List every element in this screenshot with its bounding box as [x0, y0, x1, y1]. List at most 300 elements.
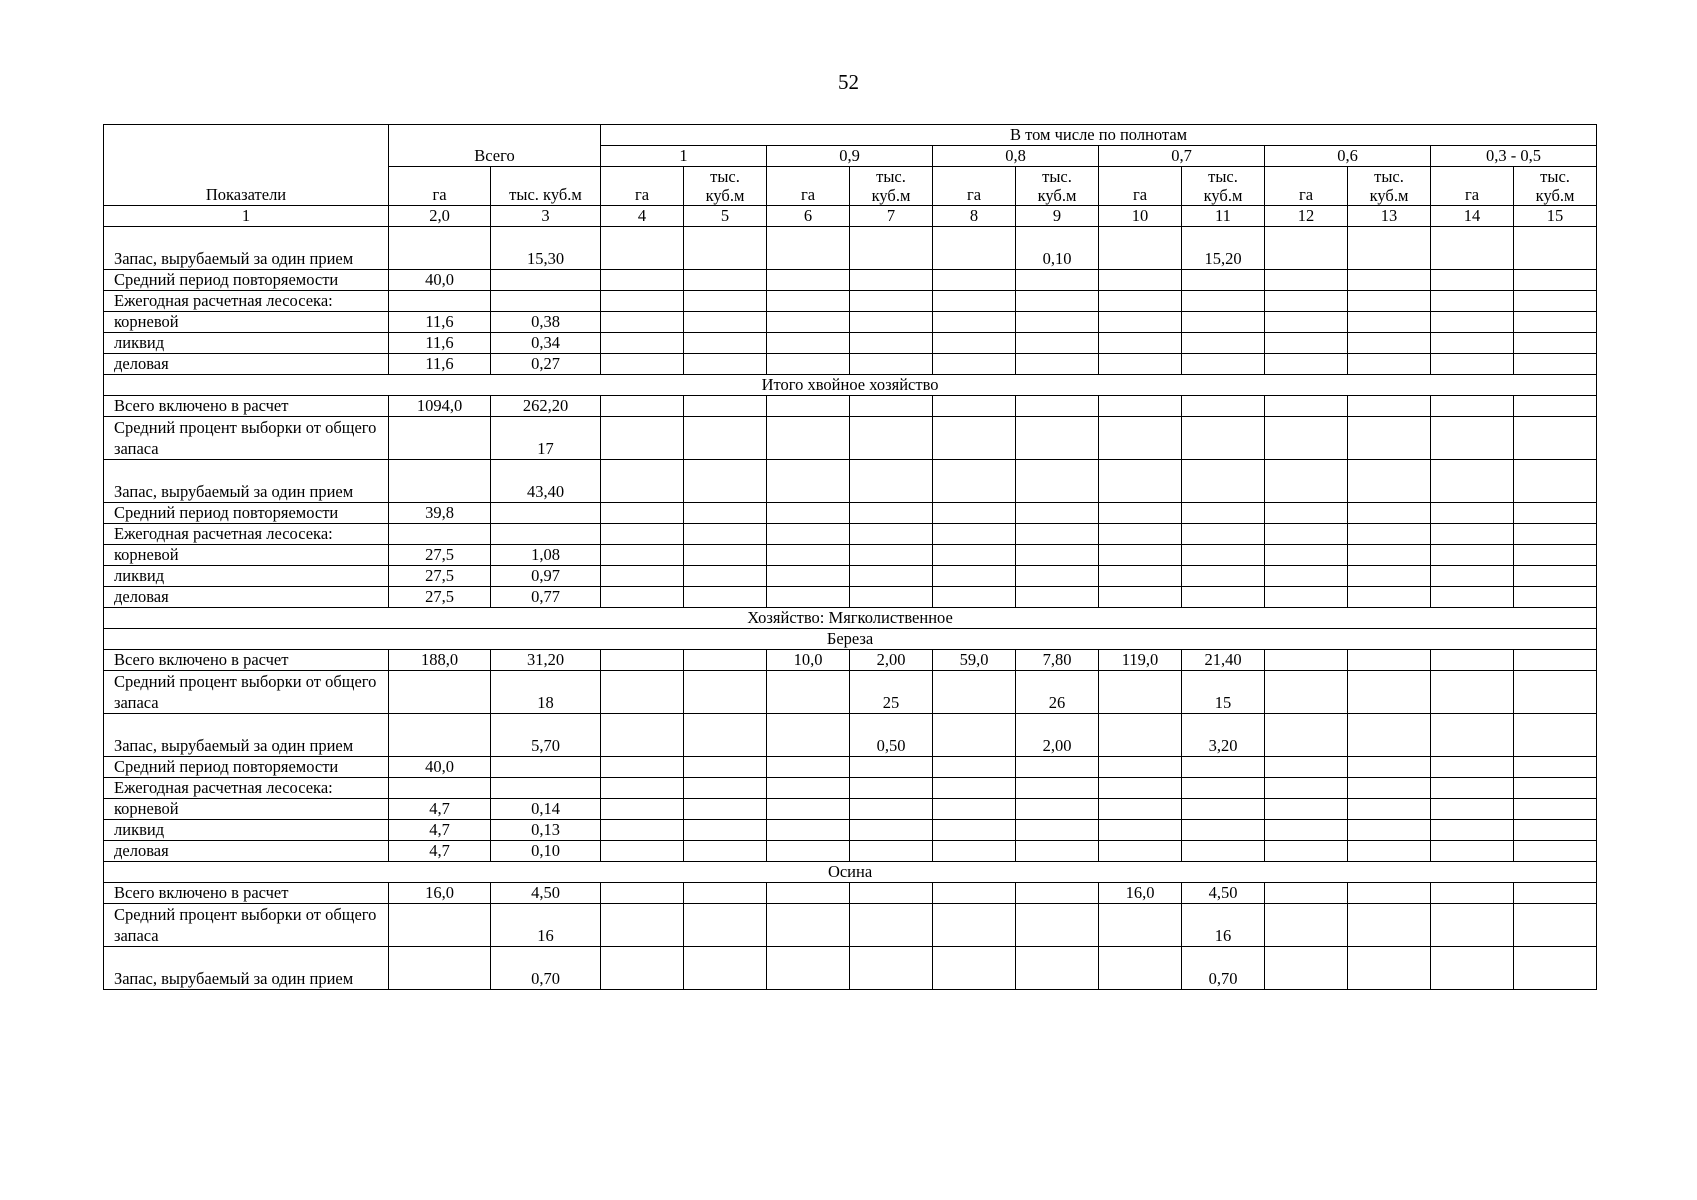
table-cell: [1182, 566, 1265, 587]
row-label: Запас, вырубаемый за один прием: [104, 227, 389, 270]
table-cell: [1431, 524, 1514, 545]
unit-ha-header: га: [767, 167, 850, 206]
by-density-header: В том числе по полнотам: [601, 125, 1597, 146]
table-cell: 1,08: [491, 545, 601, 566]
table-cell: [684, 524, 767, 545]
table-cell: 40,0: [389, 270, 491, 291]
row-label: деловая: [104, 587, 389, 608]
table-row: [104, 270, 1597, 291]
table-cell: [933, 291, 1016, 312]
table-cell: [684, 503, 767, 524]
column-number: 9: [1016, 206, 1099, 227]
table-cell: [1348, 566, 1431, 587]
table-cell: [1099, 417, 1182, 460]
table-cell: [1016, 312, 1099, 333]
column-number: 6: [767, 206, 850, 227]
unit-ha-header: га: [1265, 167, 1348, 206]
table-cell: [1016, 524, 1099, 545]
density-header: 1: [601, 146, 767, 167]
table-cell: [850, 227, 933, 270]
table-cell: [1514, 947, 1597, 990]
table-cell: [1348, 460, 1431, 503]
table-cell: [389, 524, 491, 545]
table-cell: [1348, 841, 1431, 862]
density-header: 0,3 - 0,5: [1431, 146, 1597, 167]
row-label: Средний процент выборки от общего запаса: [104, 904, 389, 947]
table-cell: [1348, 270, 1431, 291]
table-cell: [767, 778, 850, 799]
table-cell: [389, 714, 491, 757]
table-cell: [1182, 587, 1265, 608]
density-header: 0,9: [767, 146, 933, 167]
table-cell: [1265, 270, 1348, 291]
table-cell: [1099, 460, 1182, 503]
table-cell: [601, 650, 684, 671]
table-cell: [389, 291, 491, 312]
table-cell: [1182, 841, 1265, 862]
table-cell: [767, 671, 850, 714]
table-cell: 4,7: [389, 799, 491, 820]
table-cell: [850, 566, 933, 587]
unit-volume-header: тыс. куб.м: [491, 167, 601, 206]
row-label: деловая: [104, 354, 389, 375]
unit-volume-header: тыс. куб.м: [850, 167, 933, 206]
column-number: 14: [1431, 206, 1514, 227]
table-cell: [1514, 417, 1597, 460]
table-cell: [1016, 503, 1099, 524]
table-cell: [1514, 799, 1597, 820]
table-cell: [1348, 354, 1431, 375]
table-cell: [1265, 799, 1348, 820]
table-cell: [850, 524, 933, 545]
table-cell: [601, 904, 684, 947]
table-cell: [767, 799, 850, 820]
table-cell: [1265, 947, 1348, 990]
table-cell: [1099, 904, 1182, 947]
table-cell: [1265, 671, 1348, 714]
table-cell: [1431, 312, 1514, 333]
table-cell: 0,97: [491, 566, 601, 587]
row-label: Всего включено в расчет: [104, 883, 389, 904]
table-cell: [1514, 545, 1597, 566]
column-number: 4: [601, 206, 684, 227]
table-cell: [1182, 417, 1265, 460]
table-cell: [1514, 503, 1597, 524]
column-number: 8: [933, 206, 1016, 227]
table-cell: 43,40: [491, 460, 601, 503]
table-cell: [1431, 947, 1514, 990]
table-cell: [601, 312, 684, 333]
table-cell: 11,6: [389, 333, 491, 354]
table-cell: [1099, 714, 1182, 757]
table-cell: [933, 757, 1016, 778]
table-cell: [491, 270, 601, 291]
table-cell: 0,27: [491, 354, 601, 375]
table-cell: [1348, 503, 1431, 524]
table-cell: [1099, 524, 1182, 545]
table-cell: [601, 227, 684, 270]
column-number: 1: [104, 206, 389, 227]
table-cell: [850, 587, 933, 608]
table-cell: [1265, 566, 1348, 587]
table-cell: [684, 227, 767, 270]
table-cell: [933, 947, 1016, 990]
table-cell: [933, 270, 1016, 291]
table-cell: 39,8: [389, 503, 491, 524]
table-cell: [601, 396, 684, 417]
table-cell: [684, 587, 767, 608]
table-cell: [767, 291, 850, 312]
table-cell: [850, 904, 933, 947]
table-cell: [933, 460, 1016, 503]
table-cell: [767, 587, 850, 608]
table-cell: [1431, 650, 1514, 671]
table-cell: [1514, 354, 1597, 375]
table-cell: [933, 312, 1016, 333]
table-cell: 3,20: [1182, 714, 1265, 757]
table-cell: [1265, 396, 1348, 417]
table-cell: [1182, 778, 1265, 799]
table-cell: 15,20: [1182, 227, 1265, 270]
table-cell: [389, 904, 491, 947]
table-cell: [767, 904, 850, 947]
table-cell: [850, 417, 933, 460]
table-cell: [1348, 820, 1431, 841]
table-cell: [1348, 312, 1431, 333]
unit-volume-header: тыс. куб.м: [1016, 167, 1099, 206]
table-cell: 0,77: [491, 587, 601, 608]
table-cell: [850, 396, 933, 417]
table-cell: [684, 757, 767, 778]
table-cell: 0,70: [491, 947, 601, 990]
table-cell: [1431, 820, 1514, 841]
table-cell: [1182, 820, 1265, 841]
table-cell: [1431, 270, 1514, 291]
table-cell: [1265, 883, 1348, 904]
table-cell: [767, 820, 850, 841]
row-label: Запас, вырубаемый за один прием: [104, 947, 389, 990]
table-cell: [1514, 291, 1597, 312]
table-cell: [684, 820, 767, 841]
column-number: 12: [1265, 206, 1348, 227]
table-row: [104, 947, 1597, 990]
row-label: ликвид: [104, 566, 389, 587]
table-cell: [1265, 545, 1348, 566]
table-cell: [389, 947, 491, 990]
table-cell: [1182, 545, 1265, 566]
table-cell: [933, 503, 1016, 524]
table-cell: [1016, 904, 1099, 947]
table-cell: [1016, 587, 1099, 608]
table-row: [104, 883, 1597, 904]
table-cell: 26: [1016, 671, 1099, 714]
table-cell: [389, 778, 491, 799]
table-cell: [1182, 291, 1265, 312]
row-label: деловая: [104, 841, 389, 862]
row-label: Запас, вырубаемый за один прием: [104, 714, 389, 757]
table-cell: 0,10: [1016, 227, 1099, 270]
table-cell: [933, 883, 1016, 904]
table-cell: [1099, 757, 1182, 778]
table-cell: 5,70: [491, 714, 601, 757]
table-cell: [389, 227, 491, 270]
table-cell: [1348, 524, 1431, 545]
table-cell: [1182, 354, 1265, 375]
table-row: [104, 503, 1597, 524]
table-cell: [1265, 714, 1348, 757]
table-cell: [850, 841, 933, 862]
table-cell: [1348, 671, 1431, 714]
table-cell: [933, 671, 1016, 714]
table-cell: 25: [850, 671, 933, 714]
table-cell: 16: [491, 904, 601, 947]
density-header: 0,8: [933, 146, 1099, 167]
table-cell: 27,5: [389, 545, 491, 566]
unit-ha-header: га: [389, 167, 491, 206]
table-row: [104, 671, 1597, 714]
density-header: 0,7: [1099, 146, 1265, 167]
section-heading: Осина: [104, 862, 1597, 883]
table-cell: [1431, 904, 1514, 947]
table-cell: [1431, 333, 1514, 354]
table-cell: [684, 778, 767, 799]
table-cell: 16: [1182, 904, 1265, 947]
table-cell: [1514, 841, 1597, 862]
table-cell: [684, 799, 767, 820]
table-cell: [601, 566, 684, 587]
table-cell: [1016, 396, 1099, 417]
table-cell: [1348, 947, 1431, 990]
table-cell: [684, 545, 767, 566]
table-cell: [1431, 714, 1514, 757]
table-row: [104, 714, 1597, 757]
table-cell: [684, 671, 767, 714]
table-cell: [1265, 227, 1348, 270]
table-cell: [1265, 650, 1348, 671]
table-cell: [767, 566, 850, 587]
table-cell: 2,00: [850, 650, 933, 671]
table-cell: 16,0: [1099, 883, 1182, 904]
row-label: корневой: [104, 312, 389, 333]
table-row: [104, 757, 1597, 778]
density-header: 0,6: [1265, 146, 1431, 167]
table-cell: [1348, 714, 1431, 757]
table-cell: [684, 291, 767, 312]
table-cell: [1348, 799, 1431, 820]
column-number: 2,0: [389, 206, 491, 227]
section-heading: Хозяйство: Мягколиственное: [104, 608, 1597, 629]
table-cell: [1514, 270, 1597, 291]
table-row: [104, 545, 1597, 566]
table-cell: [933, 799, 1016, 820]
table-cell: [601, 354, 684, 375]
table-cell: [1514, 312, 1597, 333]
table-cell: [767, 227, 850, 270]
table-cell: [1348, 757, 1431, 778]
table-cell: 1094,0: [389, 396, 491, 417]
table-cell: [1431, 354, 1514, 375]
table-cell: 0,13: [491, 820, 601, 841]
table-cell: [933, 524, 1016, 545]
table-cell: [601, 947, 684, 990]
table-cell: [684, 714, 767, 757]
table-cell: [1265, 503, 1348, 524]
table-cell: [850, 757, 933, 778]
table-cell: [1016, 333, 1099, 354]
row-label: Средний период повторяемости: [104, 270, 389, 291]
table-cell: [767, 312, 850, 333]
table-cell: [1182, 524, 1265, 545]
table-cell: [684, 270, 767, 291]
column-number-row: [104, 206, 1597, 227]
section-heading: Береза: [104, 629, 1597, 650]
table-cell: 4,50: [491, 883, 601, 904]
table-row: [104, 904, 1597, 947]
table-cell: [1265, 524, 1348, 545]
table-cell: [1514, 524, 1597, 545]
table-cell: [1265, 757, 1348, 778]
unit-ha-header: га: [1099, 167, 1182, 206]
table-cell: [767, 714, 850, 757]
table-cell: [1348, 291, 1431, 312]
table-cell: [1431, 396, 1514, 417]
table-cell: [1514, 904, 1597, 947]
table-cell: 2,00: [1016, 714, 1099, 757]
table-cell: [1514, 566, 1597, 587]
table-cell: [1514, 671, 1597, 714]
table-row: [104, 778, 1597, 799]
table-cell: [1265, 354, 1348, 375]
row-label: Ежегодная расчетная лесосека:: [104, 778, 389, 799]
table-cell: 15: [1182, 671, 1265, 714]
table-row: [104, 227, 1597, 270]
table-cell: [684, 396, 767, 417]
table-cell: [1348, 396, 1431, 417]
table-cell: 17: [491, 417, 601, 460]
table-cell: 31,20: [491, 650, 601, 671]
table-cell: [491, 524, 601, 545]
table-cell: [1514, 587, 1597, 608]
table-cell: [850, 291, 933, 312]
column-number: 7: [850, 206, 933, 227]
table-cell: [933, 417, 1016, 460]
table-cell: [601, 820, 684, 841]
table-cell: 0,14: [491, 799, 601, 820]
table-cell: [1099, 354, 1182, 375]
table-cell: [684, 333, 767, 354]
table-cell: [767, 947, 850, 990]
row-label: Средний период повторяемости: [104, 757, 389, 778]
table-cell: [767, 503, 850, 524]
table-cell: 27,5: [389, 587, 491, 608]
table-cell: [850, 778, 933, 799]
table-cell: [1265, 778, 1348, 799]
table-cell: [1182, 270, 1265, 291]
table-cell: [1514, 333, 1597, 354]
table-cell: [601, 778, 684, 799]
column-number: 11: [1182, 206, 1265, 227]
table-cell: [1265, 291, 1348, 312]
table-cell: [601, 460, 684, 503]
table-cell: [601, 417, 684, 460]
table-cell: [767, 270, 850, 291]
table-cell: [767, 354, 850, 375]
table-cell: [1099, 671, 1182, 714]
table-row: [104, 460, 1597, 503]
row-label: Всего включено в расчет: [104, 650, 389, 671]
table-cell: [1182, 333, 1265, 354]
row-label: Средний процент выборки от общего запаса: [104, 417, 389, 460]
table-cell: [1431, 460, 1514, 503]
table-cell: 119,0: [1099, 650, 1182, 671]
table-cell: [933, 904, 1016, 947]
table-cell: [933, 841, 1016, 862]
table-cell: [601, 291, 684, 312]
table-cell: [1099, 778, 1182, 799]
table-row: [104, 650, 1597, 671]
table-cell: [1099, 227, 1182, 270]
row-label: Всего включено в расчет: [104, 396, 389, 417]
row-label: Ежегодная расчетная лесосека:: [104, 524, 389, 545]
table-cell: [601, 270, 684, 291]
column-number: 5: [684, 206, 767, 227]
table-cell: [767, 396, 850, 417]
table-row: [104, 587, 1597, 608]
table-cell: [933, 820, 1016, 841]
table-cell: [1016, 270, 1099, 291]
unit-ha-header: га: [933, 167, 1016, 206]
table-cell: [684, 460, 767, 503]
table-cell: [1099, 503, 1182, 524]
table-cell: [684, 566, 767, 587]
table-row: [104, 291, 1597, 312]
table-cell: [601, 524, 684, 545]
table-cell: [684, 650, 767, 671]
table-cell: 18: [491, 671, 601, 714]
table-cell: [601, 503, 684, 524]
table-cell: [767, 545, 850, 566]
row-label: Средний период повторяемости: [104, 503, 389, 524]
table-cell: [1348, 227, 1431, 270]
table-cell: [1265, 460, 1348, 503]
table-row: [104, 841, 1597, 862]
table-cell: [601, 799, 684, 820]
table-cell: [1016, 460, 1099, 503]
table-cell: [1099, 312, 1182, 333]
table-cell: [601, 714, 684, 757]
table-cell: [601, 333, 684, 354]
table-cell: 16,0: [389, 883, 491, 904]
table-cell: [1431, 799, 1514, 820]
table-cell: [1099, 820, 1182, 841]
table-cell: [850, 947, 933, 990]
table-cell: 4,7: [389, 841, 491, 862]
table-cell: [1182, 757, 1265, 778]
table-cell: [491, 757, 601, 778]
table-cell: [850, 820, 933, 841]
table-cell: [1265, 841, 1348, 862]
table-cell: [1265, 904, 1348, 947]
table-cell: [850, 460, 933, 503]
table-cell: [1514, 650, 1597, 671]
table-cell: 59,0: [933, 650, 1016, 671]
total-header: Всего: [389, 125, 601, 167]
table-cell: [1514, 820, 1597, 841]
table-cell: [1016, 354, 1099, 375]
table-row: [104, 820, 1597, 841]
table-cell: [850, 503, 933, 524]
table-cell: [1016, 757, 1099, 778]
